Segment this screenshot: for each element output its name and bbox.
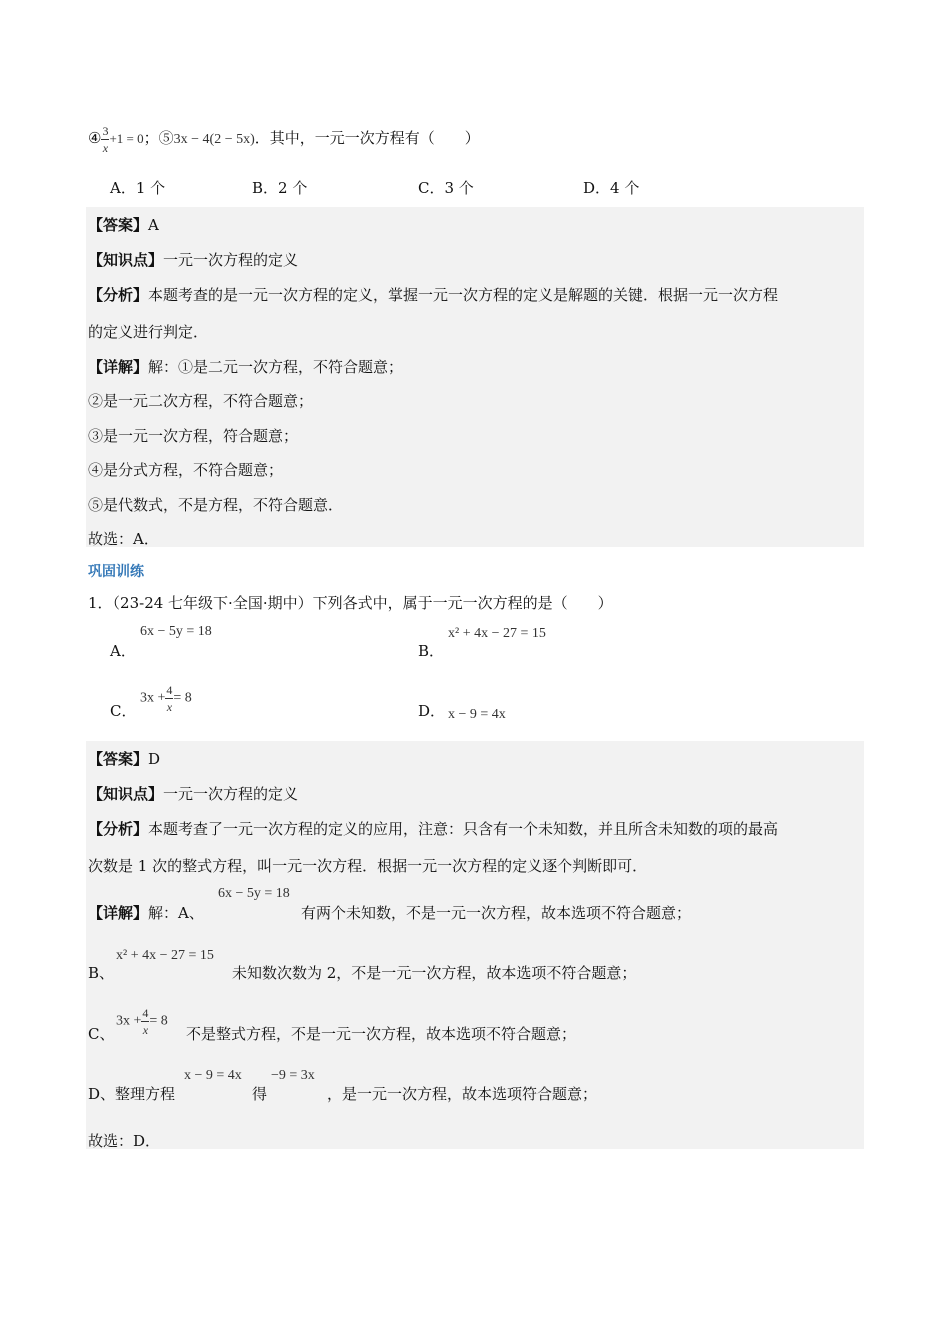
detail-2-a-math: 6x − 5y = 18: [218, 886, 290, 901]
analysis-line-2-1: 【分析】本题考查了一元一次方程的定义的应用，注意：只含有一个未知数，并且所含未知数的项的最高: [88, 820, 779, 838]
option-a: A．1 个: [110, 179, 166, 197]
detail-2-d-math-2: −9 = 3x: [271, 1068, 315, 1083]
item4-math-rest: +1 = 0: [109, 131, 144, 146]
q1-option-d-math: x − 9 = 4x: [448, 707, 506, 722]
detail-line-5: ⑤是代数式，不是方程，不符合题意．: [88, 496, 344, 514]
item4-marker: ④: [88, 129, 102, 147]
item5-marker: ⑤: [158, 129, 174, 147]
answer-line: 【答案】A: [88, 216, 159, 234]
detail-line-4: ④是分式方程，不符合题意；: [88, 461, 284, 479]
choose-line: 故选：A．: [88, 530, 159, 548]
detail-line-3: ③是一元一次方程，符合题意；: [88, 427, 299, 445]
q1-option-c-math: 3x + $\frac{4}{x}$ = 8: [140, 683, 192, 714]
detail-2-d-post: ，是一元一次方程，故本选项符合题意；: [327, 1085, 598, 1103]
detail-2-b-math: x² + 4x − 27 = 15: [116, 948, 214, 963]
detail-2-a-line: 【详解】解：A、: [88, 904, 204, 922]
item-separator: ；: [143, 129, 159, 147]
detail-line-2: ②是一元二次方程，不符合题意；: [88, 392, 314, 410]
item4-fraction: $\frac{3}{x}$: [102, 123, 109, 155]
analysis-line-1: 【分析】本题考查的是一元一次方程的定义，掌握一元一次方程的定义是解题的关键．根据一元一次方程: [88, 286, 779, 304]
detail-2-c-post: 不是整式方程，不是一元一次方程，故本选项不符合题意；: [186, 1025, 577, 1043]
item5-math: 3x − 4(2 − 5x): [173, 132, 255, 147]
q1-option-b-math: x² + 4x − 27 = 15: [448, 626, 546, 641]
option-c: C．3 个: [418, 179, 474, 197]
question-items-4-5: [88, 120, 480, 158]
option-b: B．2 个: [252, 179, 308, 197]
analysis-line-2: 的定义进行判定．: [88, 323, 209, 341]
question-1-stem: 1．（23-24 七年级下·全国·期中）下列各式中，属于一元一次方程的是（ ）: [88, 594, 613, 612]
knowledge-point-line: 【知识点】一元一次方程的定义: [88, 251, 299, 269]
detail-2-d-math-1: x − 9 = 4x: [184, 1068, 242, 1083]
detail-2-d-mid: 得: [252, 1085, 268, 1103]
detail-2-b-post: 未知数次数为 2，不是一元一次方程，故本选项不符合题意；: [232, 964, 637, 982]
detail-2-d-pre: D、整理方程: [88, 1085, 176, 1103]
q1-option-a-label: A．: [110, 642, 136, 660]
q1-option-d-label: D．: [418, 702, 446, 720]
choose-line-2: 故选：D．: [88, 1132, 161, 1150]
option-d: D．4 个: [583, 179, 640, 197]
detail-line-1: 【详解】解：①是二元一次方程，不符合题意；: [88, 358, 404, 376]
section-title: 巩固训练: [88, 564, 144, 580]
knowledge-point-line-2: 【知识点】一元一次方程的定义: [88, 785, 299, 803]
detail-2-a-post: 有两个未知数，不是一元一次方程，故本选项不符合题意；: [301, 904, 692, 922]
q1-option-b-label: B．: [418, 642, 445, 660]
detail-2-c-pre: C、: [88, 1025, 115, 1043]
q1-option-a-math: 6x − 5y = 18: [140, 624, 212, 639]
detail-2-b-pre: B、: [88, 964, 115, 982]
question-tail: ．其中，一元一次方程有（ ）: [254, 129, 480, 147]
q1-option-c-label: C．: [110, 702, 137, 720]
analysis-line-2-2: 次数是 1 次的整式方程，叫一元一次方程．根据一元一次方程的定义逐个判断即可．: [88, 857, 648, 875]
answer-line-2: 【答案】D: [88, 750, 161, 768]
detail-2-c-math: 3x + $\frac{4}{x}$ = 8: [116, 1006, 168, 1037]
